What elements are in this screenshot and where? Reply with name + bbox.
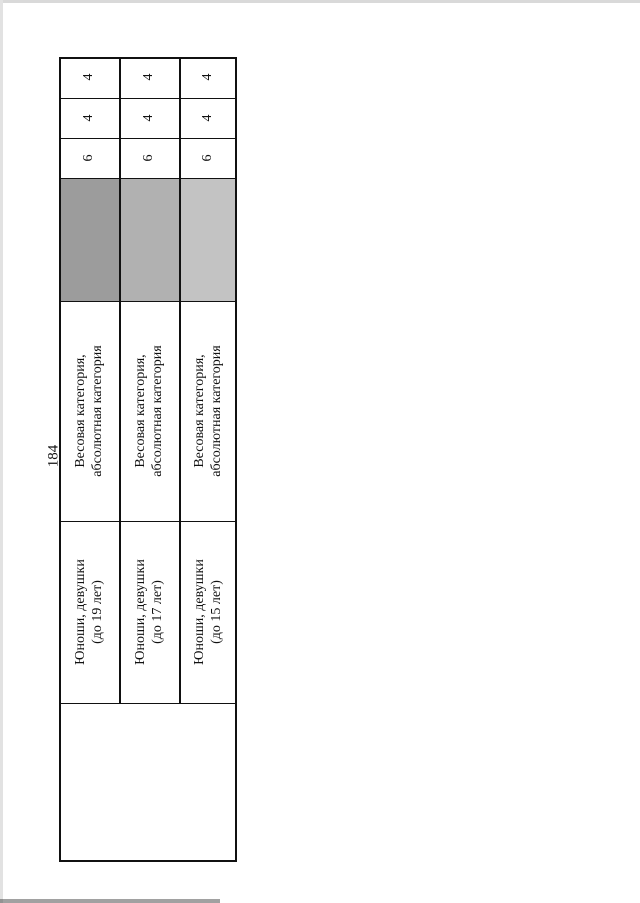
- shaded-cell: [181, 179, 235, 301]
- category-line: Весовая категория,: [133, 354, 148, 468]
- age-group-cell: [191, 559, 225, 665]
- column-divider: [59, 521, 237, 522]
- table-cell: 4: [81, 114, 96, 122]
- column-divider: [59, 98, 237, 99]
- table-cell: 4: [81, 73, 96, 81]
- age-group-line: (до 19 лет): [90, 580, 105, 644]
- category-cell: [132, 345, 166, 477]
- table-cell: 4: [200, 73, 215, 81]
- table-cell: 4: [141, 73, 156, 81]
- table-cell: 4: [200, 114, 215, 122]
- shaded-cell: [61, 179, 119, 301]
- column-divider: [59, 138, 237, 139]
- category-line: абсолютная категория: [90, 345, 105, 477]
- category-line: Весовая категория,: [192, 354, 207, 468]
- scan-edge-left: [0, 0, 3, 903]
- shaded-cell: [121, 179, 179, 301]
- age-group-line: (до 17 лет): [150, 580, 165, 644]
- age-group-line: Юноши, девушки: [133, 559, 148, 665]
- scan-edge-top: [0, 0, 640, 3]
- page-number: 184: [45, 444, 62, 468]
- age-group-cell: [132, 559, 166, 665]
- scan-edge-bottom: [0, 899, 220, 903]
- category-cell: [191, 345, 225, 477]
- category-cell: [72, 345, 106, 477]
- table-cell: 4: [141, 114, 156, 122]
- category-line: абсолютная категория: [150, 345, 165, 477]
- age-group-line: (до 15 лет): [209, 580, 224, 644]
- column-divider: [59, 301, 237, 302]
- row-divider: [179, 57, 181, 703]
- table-cell: 6: [141, 154, 156, 162]
- age-group-cell: [72, 559, 106, 665]
- category-line: абсолютная категория: [209, 345, 224, 477]
- table-cell: 6: [200, 154, 215, 162]
- age-group-line: Юноши, девушки: [73, 559, 88, 665]
- column-divider: [59, 703, 237, 704]
- age-group-line: Юноши, девушки: [192, 559, 207, 665]
- category-line: Весовая категория,: [73, 354, 88, 468]
- table-cell: 6: [81, 154, 96, 162]
- row-divider: [119, 57, 121, 703]
